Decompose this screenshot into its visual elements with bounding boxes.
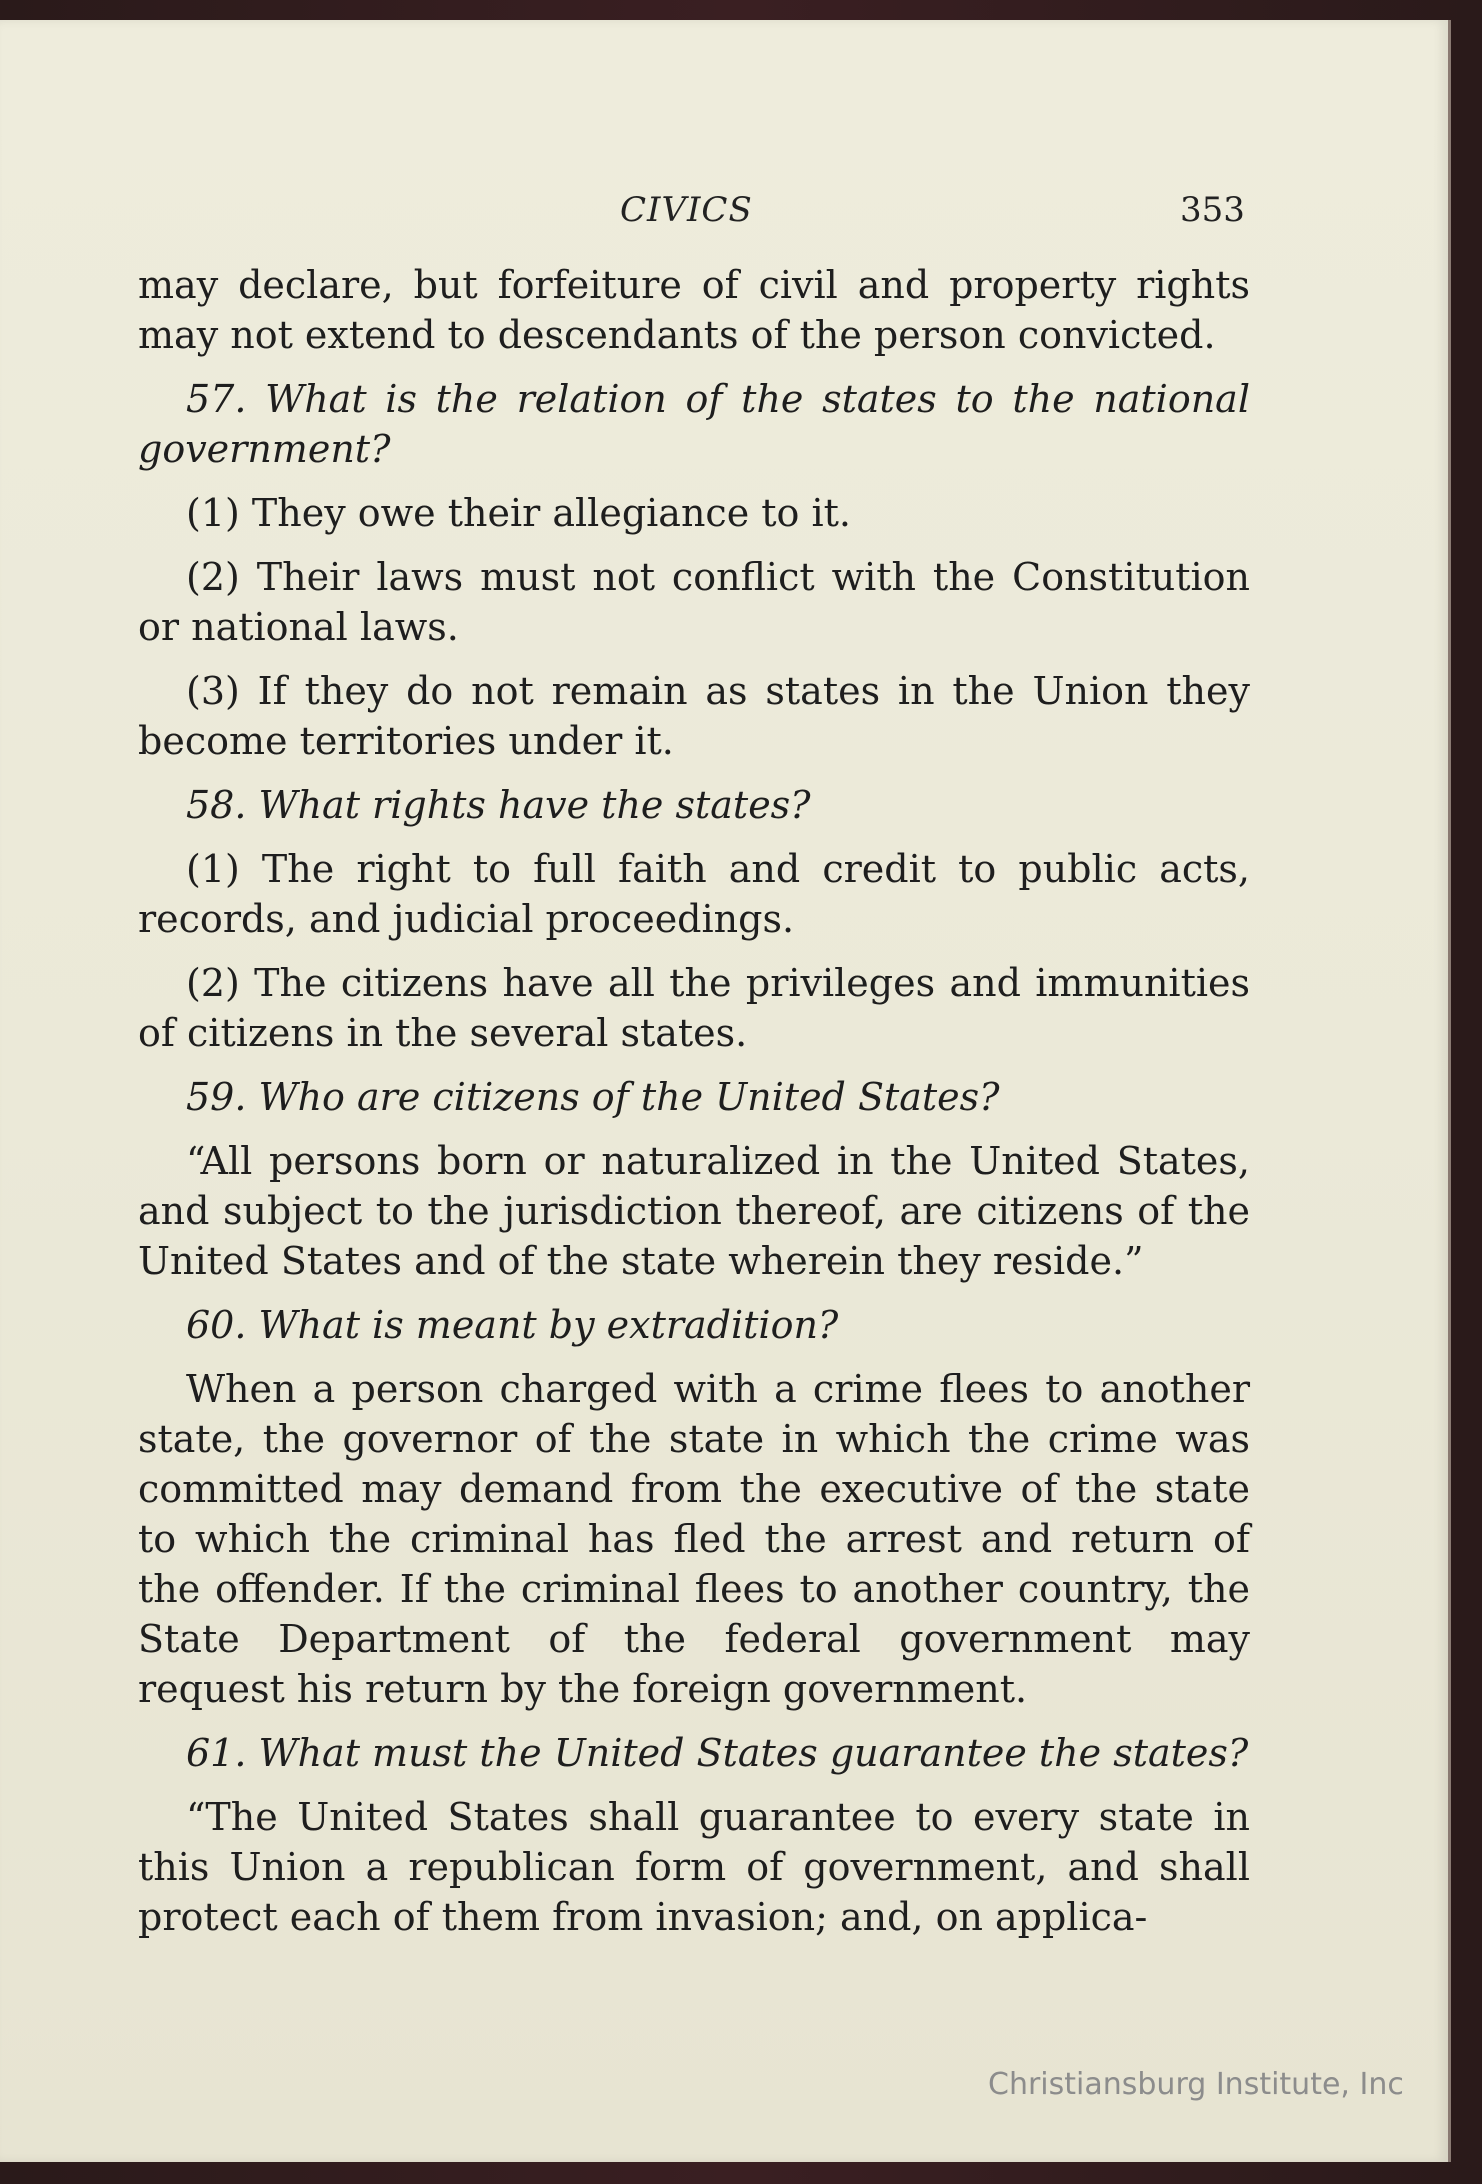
page-body [138,260,1250,1956]
answer-58-1: (1) The right to full faith and credit to public acts, records, and judicial proceedings. [138,847,1250,941]
answer-60: When a person charged with a crime flees to another state, the governor of the state in which the crime was committed may demand from the executive of the state to which the criminal has fled the arrest and return of the offender. If the criminal flees to another country, the State Department of the federal government may request his return by the foreign government. [138,1367,1250,1711]
book-page [0,20,1451,2162]
question-60: 60. What is meant by extradition? [186,1303,839,1347]
watermark: Christiansburg Institute, Inc [988,2067,1404,2102]
answer-57-2: (2) Their laws must not conflict with the Constitution or national laws. [138,555,1250,649]
question-58: 58. What rights have the states? [186,783,811,827]
page-number: 353 [1180,190,1245,230]
question-57: 57. What is the relation of the states to the national government? [138,377,1250,471]
question-61: 61. What must the United States guarantee the states? [186,1731,1249,1775]
answer-58-2: (2) The citizens have all the privileges and immunities of citizens in the several states. [138,961,1250,1055]
question-59: 59. Who are citizens of the United States? [186,1075,1000,1119]
answer-57-1: (1) They owe their allegiance to it. [186,491,851,535]
answer-59: “All persons born or naturalized in the United States, and subject to the jurisdiction thereof, are citizens of the United States and of the state wherein they reside.” [138,1139,1250,1283]
running-header-title: CIVICS [620,190,753,230]
paragraph-continuation: may declare, but forfeiture of civil and property rights may not extend to descendants of the person convicted. [138,263,1250,357]
answer-61: “The United States shall guarantee to every state in this Union a republican form of government, and shall protect each of them from invasion; and, on applica- [138,1795,1250,1939]
answer-57-3: (3) If they do not remain as states in the Union they become territories under it. [138,669,1250,763]
